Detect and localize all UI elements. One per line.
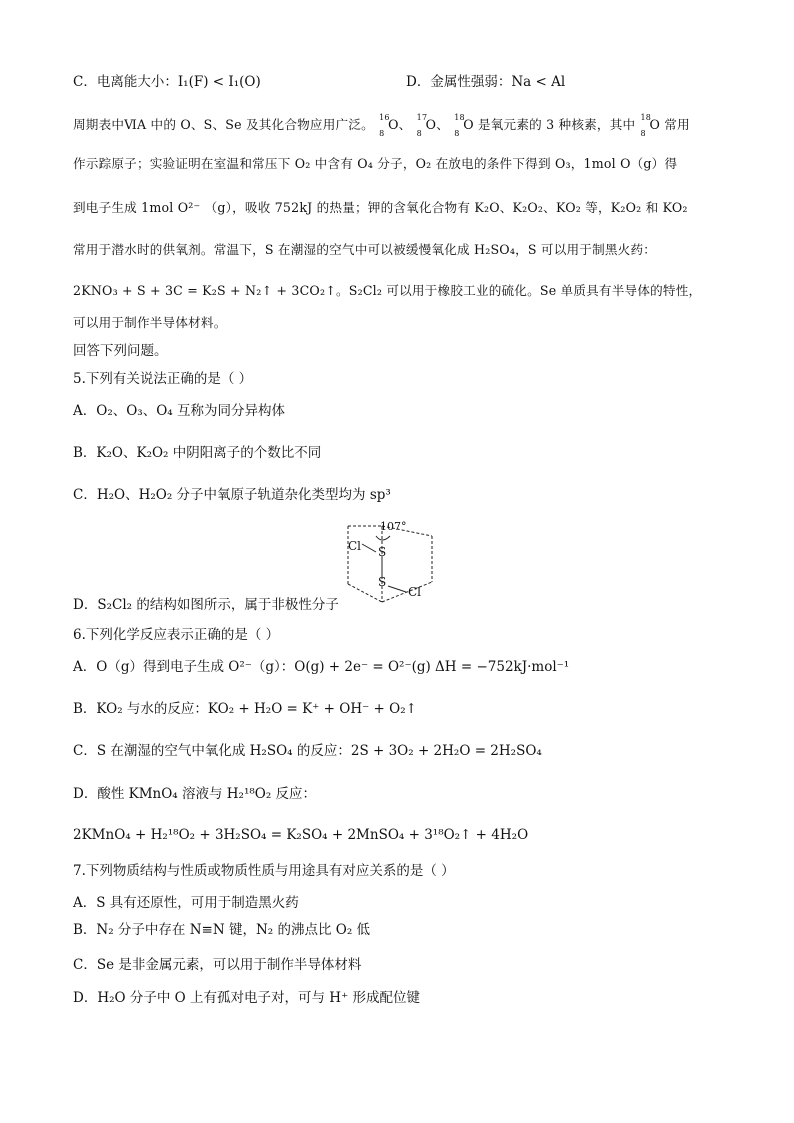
passage-line-6: 可以用于制作半导体材料。	[73, 315, 227, 330]
q6-option-d: D．酸性 KMnO₄ 溶液与 H₂¹⁸O₂ 反应：	[73, 786, 317, 802]
s-top-label: S	[378, 545, 387, 559]
cl-top-label: Cl	[348, 539, 362, 553]
q6-option-b: B．KO₂ 与水的反应：KO₂ + H₂O = K⁺ + OH⁻ + O₂↑	[73, 701, 417, 717]
cl-bottom-label: Cl	[408, 585, 422, 599]
q6-option-a: A．O（g）得到电子生成 O²⁻（g）：O(g) + 2e⁻ = O²⁻(g) ΔH = −752kJ·mol⁻¹	[73, 659, 570, 675]
s2cl2-structure-diagram	[336, 516, 440, 612]
q5-option-a: A．O₂、O₃、O₄ 互称为同分异构体	[73, 403, 285, 419]
q5-option-d: D．S₂Cl₂ 的结构如图所示，属于非极性分子	[73, 597, 339, 613]
q5-option-b: B．K₂O、K₂O₂ 中阴阳离子的个数比不同	[73, 445, 322, 461]
q7-option-d: D．H₂O 分子中 O 上有孤对电子对，可与 H⁺ 形成配位键	[73, 990, 420, 1006]
isotope-o16: 16 8 O	[379, 113, 399, 138]
question-5: 5.下列有关说法正确的是（ ）	[73, 371, 253, 387]
passage-text: 周期表中ⅥA 中的 O、S、Se 及其化合物应用广泛。	[73, 117, 374, 132]
q7-option-c: C．Se 是非金属元素，可以用于制作半导体材料	[73, 957, 362, 973]
passage-line-5: 2KNO₃ + S + 3C = K₂S + N₂↑ + 3CO₂↑。S₂Cl₂ 可以用于橡胶工业的硫化。Se 单质具有半导体的特性，	[73, 283, 702, 298]
option-c-previous: C．电离能大小：I₁(F) < I₁(O)	[73, 74, 261, 90]
option-d-previous: D．金属性强弱：Na < Al	[406, 74, 566, 90]
passage-text: 是氧元素的 3 种核素，其中	[477, 117, 636, 132]
passage-line-4: 常用于潜水时的供氧剂。常温下，S 在潮湿的空气中可以被缓慢氧化成 H₂SO₄，S 可以用于制黑火药：	[73, 242, 657, 257]
passage-line-1: 周期表中ⅥA 中的 O、S、Se 及其化合物应用广泛。 16 8 O、 17 8 O、 18 8 O 是氧元素的 3 种核素，其中 18 8 O 常用	[73, 113, 690, 138]
s-bottom-label: S	[378, 575, 387, 589]
bond-angle-label: 107°	[380, 520, 407, 533]
question-6: 6.下列化学反应表示正确的是（ ）	[73, 627, 280, 643]
passage-line-3: 到电子生成 1mol O²⁻ （g），吸收 752kJ 的热量；钾的含氧化合物有 K₂O、K₂O₂、KO₂ 等，K₂O₂ 和 KO₂	[73, 200, 688, 215]
passage-line-2: 作示踪原子；实验证明在室温和常压下 O₂ 中含有 O₄ 分子，O₂ 在放电的条件下得到 O₃，1mol O（g）得	[73, 156, 678, 171]
instruction: 回答下列问题。	[73, 343, 168, 359]
q6-option-d-equation: 2KMnO₄ + H₂¹⁸O₂ + 3H₂SO₄ = K₂SO₄ + 2MnSO₄ + 3¹⁸O₂↑ + 4H₂O	[73, 827, 529, 843]
question-7: 7.下列物质结构与性质或物质性质与用途具有对应关系的是（ ）	[73, 863, 455, 879]
passage-text: 常用	[664, 117, 690, 132]
q6-option-c: C．S 在潮湿的空气中氧化成 H₂SO₄ 的反应：2S + 3O₂ + 2H₂O = 2H₂SO₄	[73, 743, 542, 759]
isotope-o17: 17 8 O	[416, 113, 437, 138]
q7-option-a: A．S 具有还原性，可用于制造黑火药	[73, 895, 299, 911]
isotope-o18-tracer: 18 8 O	[640, 113, 661, 138]
q7-option-b: B．N₂ 分子中存在 N≡N 键，N₂ 的沸点比 O₂ 低	[73, 922, 371, 938]
isotope-o18: 18 8 O	[454, 113, 474, 138]
q5-option-c: C．H₂O、H₂O₂ 分子中氧原子轨道杂化类型均为 sp³	[73, 487, 391, 503]
